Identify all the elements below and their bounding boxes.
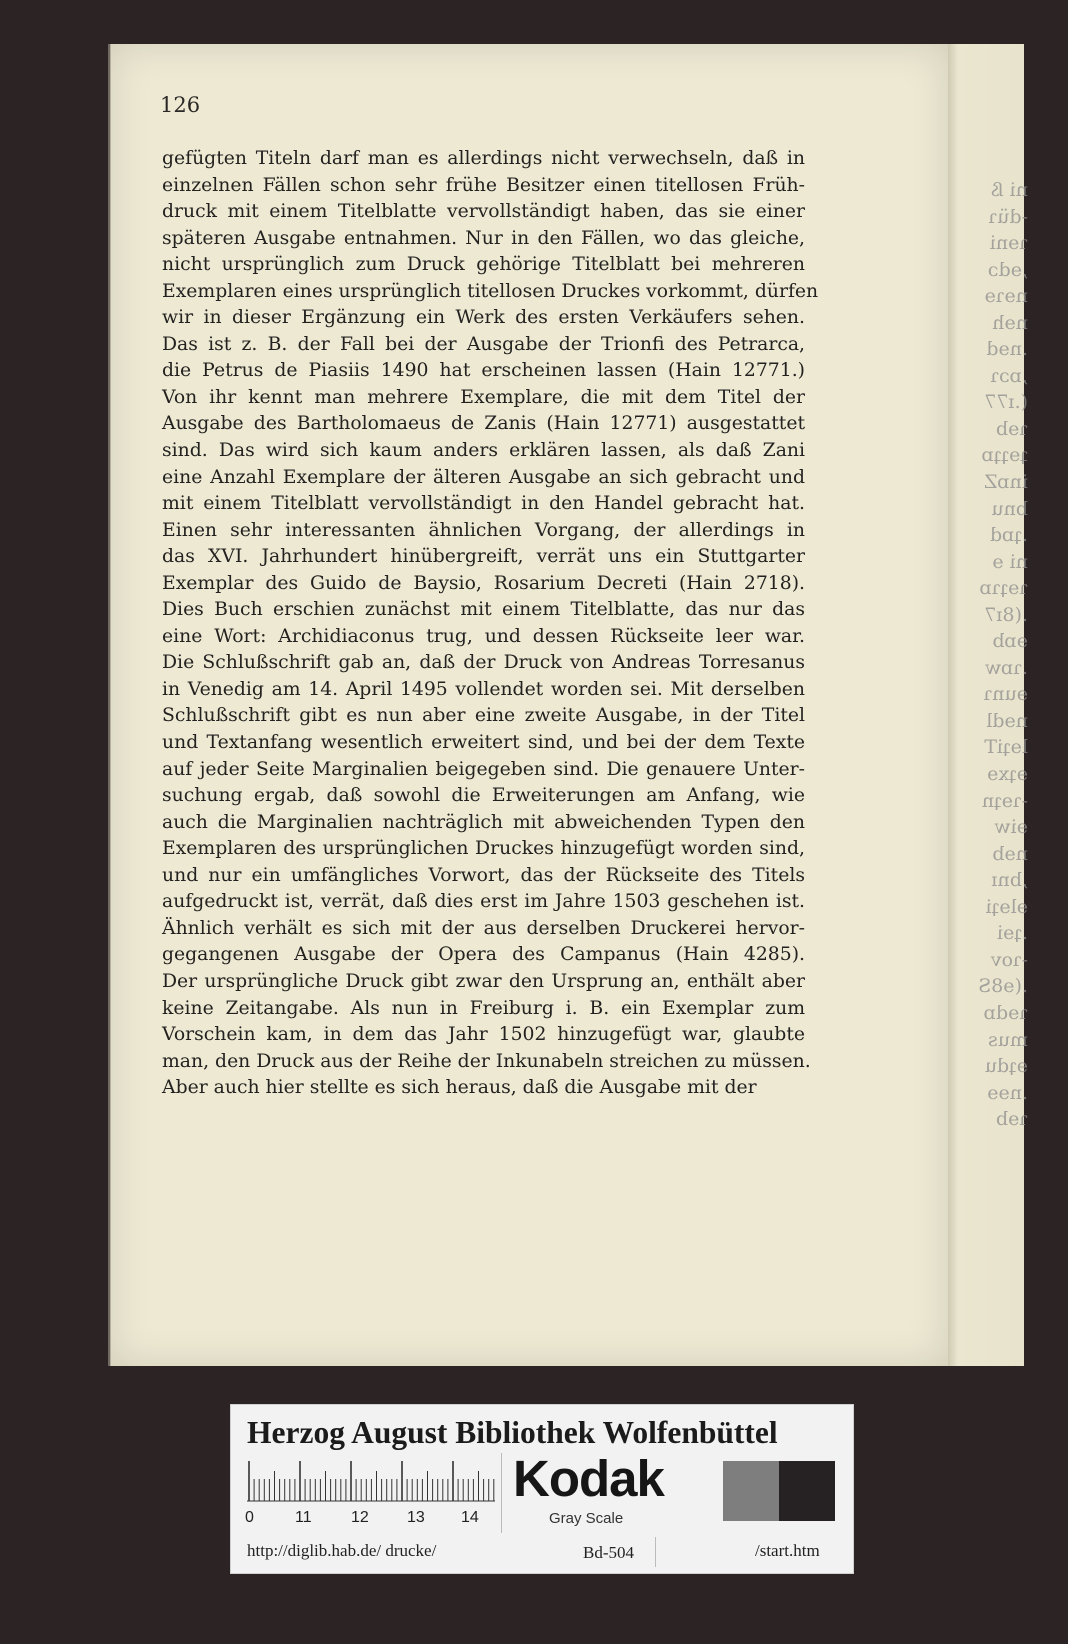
- text-line: Der ursprüngliche Druck gibt zwar den Ursprung an, enthält aber: [162, 970, 805, 992]
- bleed-line: -düɿ: [988, 205, 1028, 228]
- text-line: einzelnen Fällen schon sehr frühe Besitzer einen titellosen Früh-: [162, 174, 805, 196]
- text-line: suchung ergab, daß sowohl die Erweiterungen am Anfang, wie: [162, 785, 805, 807]
- bleed-line: (.ɪ77: [984, 391, 1028, 414]
- text-line: und Textanfang wesentlich erweitert sind, und bei der dem Texte: [162, 732, 805, 754]
- page-edge: [108, 44, 111, 1366]
- bleed-line: ɿɘb: [995, 417, 1028, 440]
- text-line: das XVI. Jahrhundert hinübergreift, verrät uns ein Stuttgarter: [162, 546, 805, 568]
- bleed-line: ʇɘʇʇɒ: [981, 444, 1028, 467]
- gray-scale-label: Gray Scale: [549, 1510, 624, 1527]
- bleed-line: lɘʇiT: [984, 736, 1028, 759]
- bleed-line: ɿɘni: [989, 232, 1028, 255]
- text-line: Exemplaren eines ursprünglich titellosen Druckes vorkommt, dürfen: [162, 280, 819, 302]
- bleed-line: .nɘɘ: [987, 1081, 1028, 1104]
- start-url: /start.htm: [755, 1541, 820, 1560]
- bleed-line: .ɿɒw: [984, 656, 1028, 679]
- gray-swatch: [723, 1461, 779, 1521]
- adjacent-page-bleed-through: [948, 44, 1028, 1366]
- text-line: Exemplaren des ursprünglichen Druckes hinzugefügt worden sind,: [162, 838, 805, 860]
- text-line: auf jeder Seite Marginalien beigegeben sind. Die genauere Unter-: [162, 758, 805, 780]
- bleed-line: ɿɘb: [995, 1108, 1028, 1131]
- text-line: Exemplar des Guido de Baysio, Rosarium Decreti (Hain 2718).: [162, 572, 805, 594]
- text-line: Ausgabe des Bartholomaeus de Zanis (Hain 12771) ausgestattet: [162, 413, 805, 435]
- bleed-line: ɘʇxɘ: [987, 763, 1028, 786]
- text-line: die Petrus de Piasiis 1490 hat erscheinen lassen (Hain 12771.): [162, 360, 805, 382]
- bleed-line: nɘb: [992, 842, 1028, 865]
- text-line: Das ist z. B. der Fall bei der Ausgabe der Trionfi des Petrarca,: [162, 333, 805, 355]
- bleed-spacer: [948, 44, 1024, 177]
- text-line: nicht ursprünglich zum Druck gehörige Titelblatt bei mehreren: [162, 254, 805, 276]
- bleed-line: ɘunɿ: [983, 683, 1028, 706]
- bleed-line: nɘh: [992, 311, 1028, 334]
- library-name: Herzog August Bibliothek Wolfenbüttel: [247, 1415, 778, 1450]
- text-line: aufgedruckt ist, verrät, daß dies erst im Jahre 1503 geschehen ist.: [162, 891, 805, 913]
- scan-target-card: [230, 1404, 854, 1574]
- text-line: gegangenen Ausgabe der Opera des Campanus (Hain 4285).: [162, 944, 805, 966]
- ruler-label-14: 14: [461, 1509, 479, 1526]
- digital-library-url: http://diglib.hab.de/ drucke/: [247, 1541, 437, 1560]
- text-line: auch die Marginalien nachträglich mit abweichenden Typen den: [162, 811, 805, 833]
- bleed-line: -ɿov: [990, 948, 1028, 971]
- ruler-label-11: 11: [295, 1509, 312, 1526]
- text-line: eine Anzahl Exemplare der älteren Ausgabe an sich gebracht und: [162, 466, 805, 488]
- bleed-line: nɘdl: [986, 709, 1028, 732]
- bleed-line: nɘɿɘ: [984, 285, 1028, 308]
- dark-swatch: [779, 1461, 835, 1521]
- text-line: sind. Das wird sich kaum anders erklären lassen, als daß Zani: [162, 440, 805, 462]
- bleed-line: .(8ɪ7: [984, 603, 1028, 626]
- text-line: eine Wort: Archidiaconus trug, und dessen Rückseite leer war.: [162, 625, 805, 647]
- text-line: Ähnlich verhält es sich mit der aus derselben Druckerei hervor-: [162, 917, 805, 939]
- ruler-scale: [247, 1457, 495, 1503]
- bleed-line: mus: [987, 1028, 1028, 1051]
- text-line: späteren Ausgabe entnahmen. Nur in den Fällen, wo das gleiche,: [162, 227, 805, 249]
- bleed-line: .nɘd: [986, 338, 1028, 361]
- text-line: Aber auch hier stellte es sich heraus, daß die Ausgabe mit der: [162, 1077, 757, 1099]
- bleed-line: ni ɘ: [992, 550, 1028, 573]
- text-line: Die Schlußschrift gab an, daß der Druck von Andreas Torresanus: [162, 652, 805, 674]
- kodak-logo: Kodak: [513, 1450, 664, 1507]
- bleed-line: bnu: [991, 497, 1028, 520]
- ruler-label-13: 13: [407, 1509, 425, 1526]
- bleed-line: ɿɘʇɿɒ: [979, 577, 1028, 600]
- divider: [655, 1537, 656, 1567]
- bleed-line: ɘlɘʇi: [985, 895, 1028, 918]
- ruler-label-12: 12: [351, 1509, 369, 1526]
- text-line: Einen sehr interessanten ähnlichen Vorgang, der allerdings in: [162, 519, 805, 541]
- page-number: 126: [160, 93, 201, 117]
- ruler-labels: [245, 1509, 495, 1529]
- bleed-line: .(ɘ8S: [978, 975, 1028, 998]
- text-line: druck mit einem Titelblatte vervollständigt haben, das sie einer: [162, 201, 805, 223]
- bleed-line: inɒZ: [984, 471, 1028, 494]
- bleed-line: ,bnɪ: [991, 869, 1028, 892]
- shelfmark: Bd-504: [583, 1543, 634, 1562]
- bleed-line: ɘiw: [994, 816, 1028, 839]
- bleed-line: -ɿɘʇn: [981, 789, 1028, 812]
- bleed-line: ,ɘdɔ: [987, 258, 1028, 281]
- text-line: wir in dieser Ergänzung ein Werk des ersten Verkäufers sehen.: [162, 307, 805, 329]
- text-line: man, den Druck aus der Reihe der Inkunabeln streichen zu müssen.: [162, 1050, 811, 1072]
- bleed-line: .ʇɒd: [990, 524, 1028, 547]
- bleed-line: ɘʇdu: [984, 1055, 1028, 1078]
- text-line: gefügten Titeln darf man es allerdings nicht verwechseln, daß in: [162, 148, 805, 169]
- text-line: keine Zeitangabe. Als nun in Freiburg i. B. ein Exemplar zum: [162, 997, 805, 1019]
- divider: [501, 1453, 502, 1533]
- bleed-line: ni ß: [990, 179, 1028, 201]
- text-line: Vorschein kam, in dem das Jahr 1502 hinzugefügt war, glaubte: [162, 1024, 805, 1046]
- text-line: in Venedig am 14. April 1495 vollendet worden sei. Mit derselben: [162, 678, 805, 700]
- bleed-line: ɿɘdɒ: [983, 1001, 1028, 1024]
- text-line: Von ihr kennt man mehrere Exemplare, die mit dem Titel der: [162, 386, 805, 408]
- body-text: [162, 146, 819, 1102]
- bleed-line: .ʇɘi: [997, 922, 1028, 945]
- text-line: und nur ein umfängliches Vorwort, das der Rückseite des Titels: [162, 864, 805, 886]
- text-line: Dies Buch erschien zunächst mit einem Titelblatte, das nur das: [162, 599, 805, 621]
- text-line: mit einem Titelblatt vervollständigt in den Handel gebracht hat.: [162, 493, 805, 515]
- ruler-label-0: 0: [245, 1509, 254, 1526]
- bleed-line: ɘɒb: [992, 630, 1028, 653]
- bleed-line: ,ɒɔɿ: [990, 364, 1028, 387]
- text-line: Schlußschrift gibt es nun aber eine zweite Ausgabe, in der Titel: [162, 705, 805, 727]
